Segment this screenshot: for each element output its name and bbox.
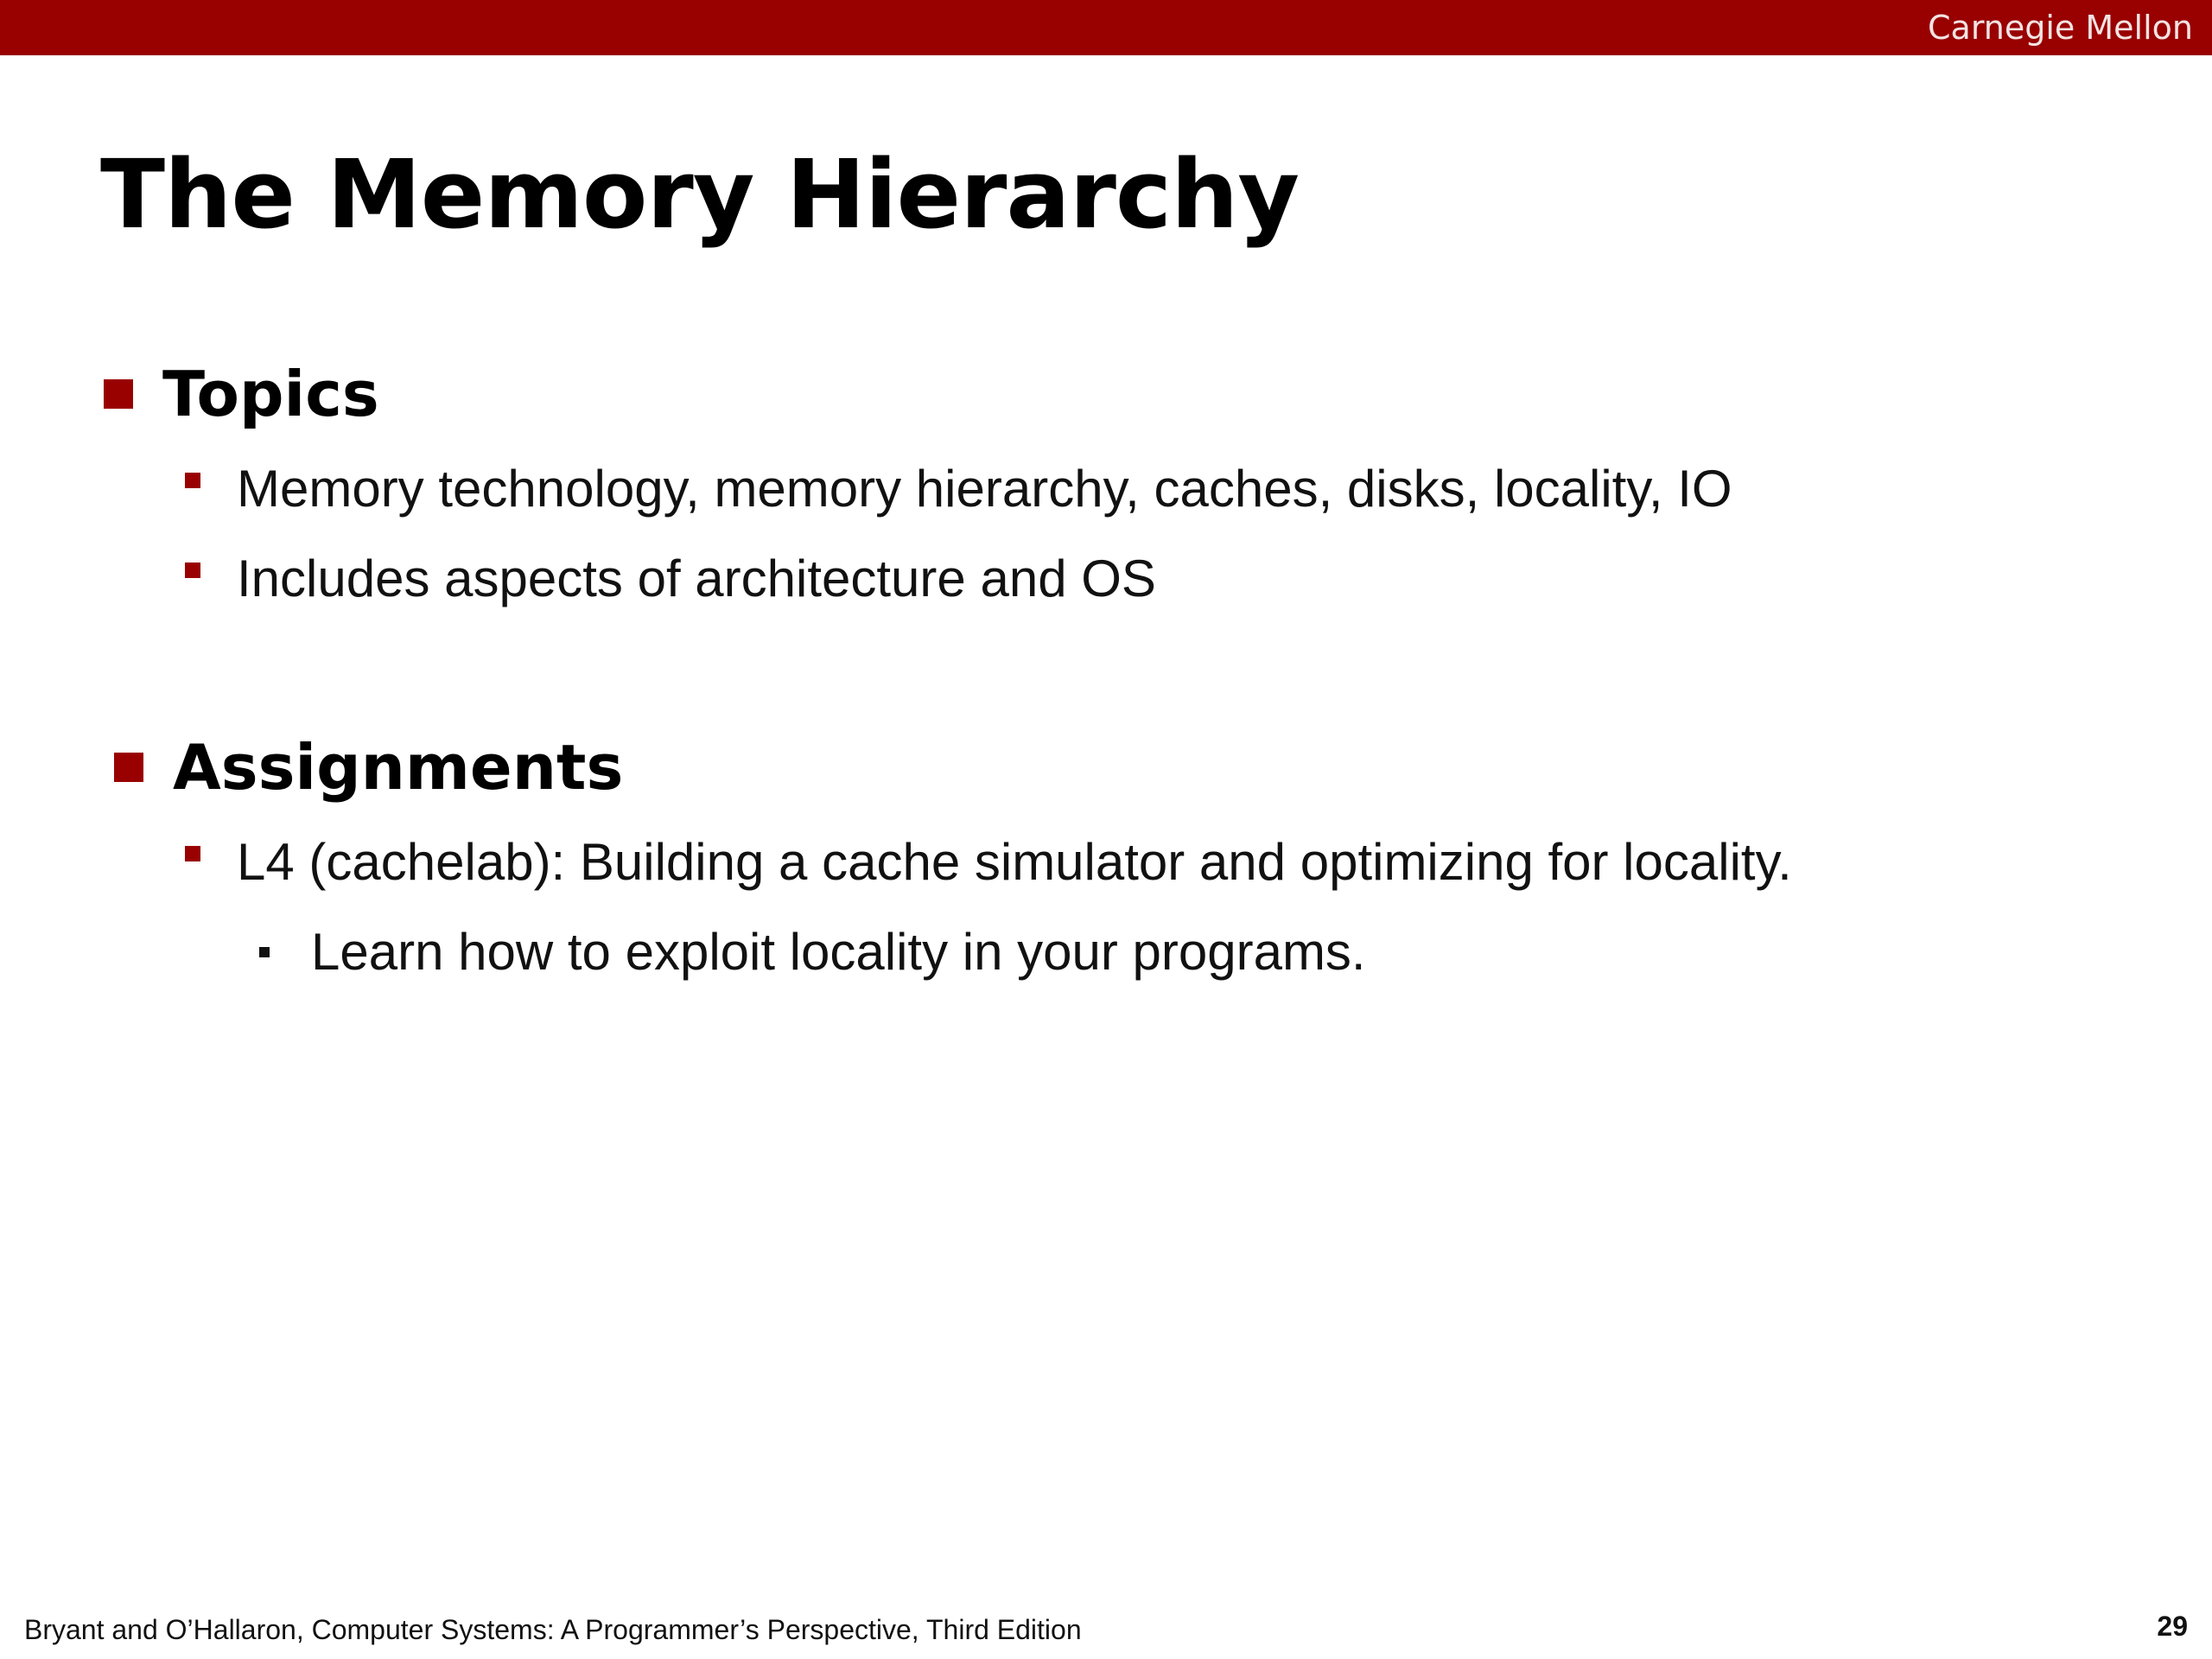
topic-item-text: Includes aspects of architecture and OS <box>237 550 1156 607</box>
square-bullet-icon <box>259 947 270 957</box>
square-bullet-icon <box>185 473 200 488</box>
topic-item-text: Memory technology, memory hierarchy, caches, disks, locality, IO <box>237 460 1732 518</box>
section-heading-assignments <box>114 729 623 805</box>
assignment-subitem <box>259 919 1366 985</box>
organization-name: Carnegie Mellon <box>1928 9 2193 47</box>
assignment-item-text: L4 (cachelab): Building a cache simulator and optimizing for locality. <box>237 833 1792 891</box>
section-heading-text: Assignments <box>173 731 624 804</box>
square-bullet-icon <box>104 379 133 409</box>
footer-citation: Bryant and O’Hallaron, Computer Systems: A Programmer’s Perspective, Third Edition <box>24 1614 1082 1645</box>
square-bullet-icon <box>185 846 200 861</box>
square-bullet-icon <box>114 753 143 782</box>
section-heading-topics <box>104 356 379 432</box>
assignment-item <box>185 830 1792 895</box>
topic-item <box>185 546 1156 612</box>
header-bar <box>0 0 2212 55</box>
slide-title: The Memory Hierarchy <box>100 139 1300 250</box>
topic-item <box>185 456 1732 522</box>
section-heading-text: Topics <box>162 358 379 430</box>
square-bullet-icon <box>185 563 200 578</box>
page-number: 29 <box>2157 1611 2188 1642</box>
assignment-subitem-text: Learn how to exploit locality in your programs. <box>311 923 1366 981</box>
